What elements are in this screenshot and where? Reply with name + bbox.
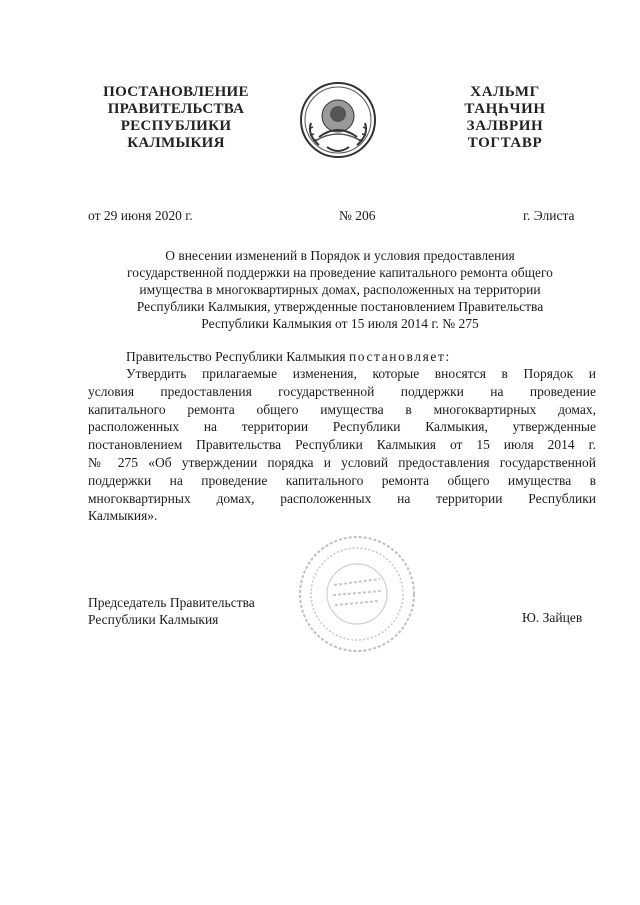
signatory-position-line: Председатель Правительства [88, 595, 255, 610]
header-right-block [430, 84, 580, 152]
body-line: № 275 «Об утверждении порядка и условий предоставления государственной [88, 454, 596, 470]
body-line: Утвердить прилагаемые изменения, которые вносятся в Порядок и [126, 366, 596, 381]
document-number: № 206 [339, 208, 376, 223]
body-line: капитального ремонта общего имущества в многоквартирных домах, [88, 401, 596, 417]
header-right-line: ЗАЛВРИН [466, 118, 544, 134]
body-line: расположенных на территории Республики Калмыкия, утвержденные [88, 419, 596, 435]
resolution-body [88, 365, 596, 525]
header-left-block [88, 84, 264, 152]
signatory-name: Ю. Зайцев [522, 610, 583, 625]
body-line: постановлением Правительства Республики Калмыкия от 15 июля 2014 г. [88, 437, 596, 453]
header-right-line: ТАҢҺЧИН [464, 101, 546, 117]
document-date: от 29 июня 2020 г. [88, 208, 193, 223]
title-line: Республики Калмыкия от 15 июля 2014 г. № 275 [201, 316, 479, 331]
signatory-position [88, 594, 255, 628]
decree-line [126, 349, 451, 365]
decree-prefix: Правительство Республики Калмыкия [126, 349, 346, 364]
document-city: г. Элиста [523, 208, 575, 223]
title-line: государственной поддержки на проведение капитального ремонта общего [127, 265, 553, 280]
body-line: поддержки на проведение капитального ремонта общего имущества в [88, 472, 596, 488]
header-left-line: ПОСТАНОВЛЕНИЕ [103, 84, 249, 100]
header-left-line: РЕСПУБЛИКИ [120, 118, 232, 134]
header-right-line: ХАЛЬМГ [470, 84, 540, 100]
body-line: условия предоставления государственной поддержки на проведение [88, 383, 596, 399]
header-left-line: КАЛМЫКИЯ [127, 135, 225, 151]
document-title [90, 247, 590, 332]
title-line: Республики Калмыкия, утвержденные постановлением Правительства [136, 299, 544, 314]
title-line: имущества в многоквартирных домах, расположенных на территории [139, 282, 541, 297]
decree-verb: постановляет: [348, 349, 451, 364]
title-line: О внесении изменений в Порядок и условия предоставления [165, 248, 515, 263]
body-line: многоквартирных домах, расположенных на территории Республики [88, 490, 596, 506]
official-seal-icon [296, 533, 418, 655]
signatory-position-line: Республики Калмыкия [88, 612, 219, 627]
body-line: Калмыкия». [88, 508, 158, 524]
header-left-line: ПРАВИТЕЛЬСТВА [107, 101, 245, 117]
kalmykia-emblem-icon [297, 79, 379, 161]
header-right-line: ТОГТАВР [467, 135, 543, 151]
